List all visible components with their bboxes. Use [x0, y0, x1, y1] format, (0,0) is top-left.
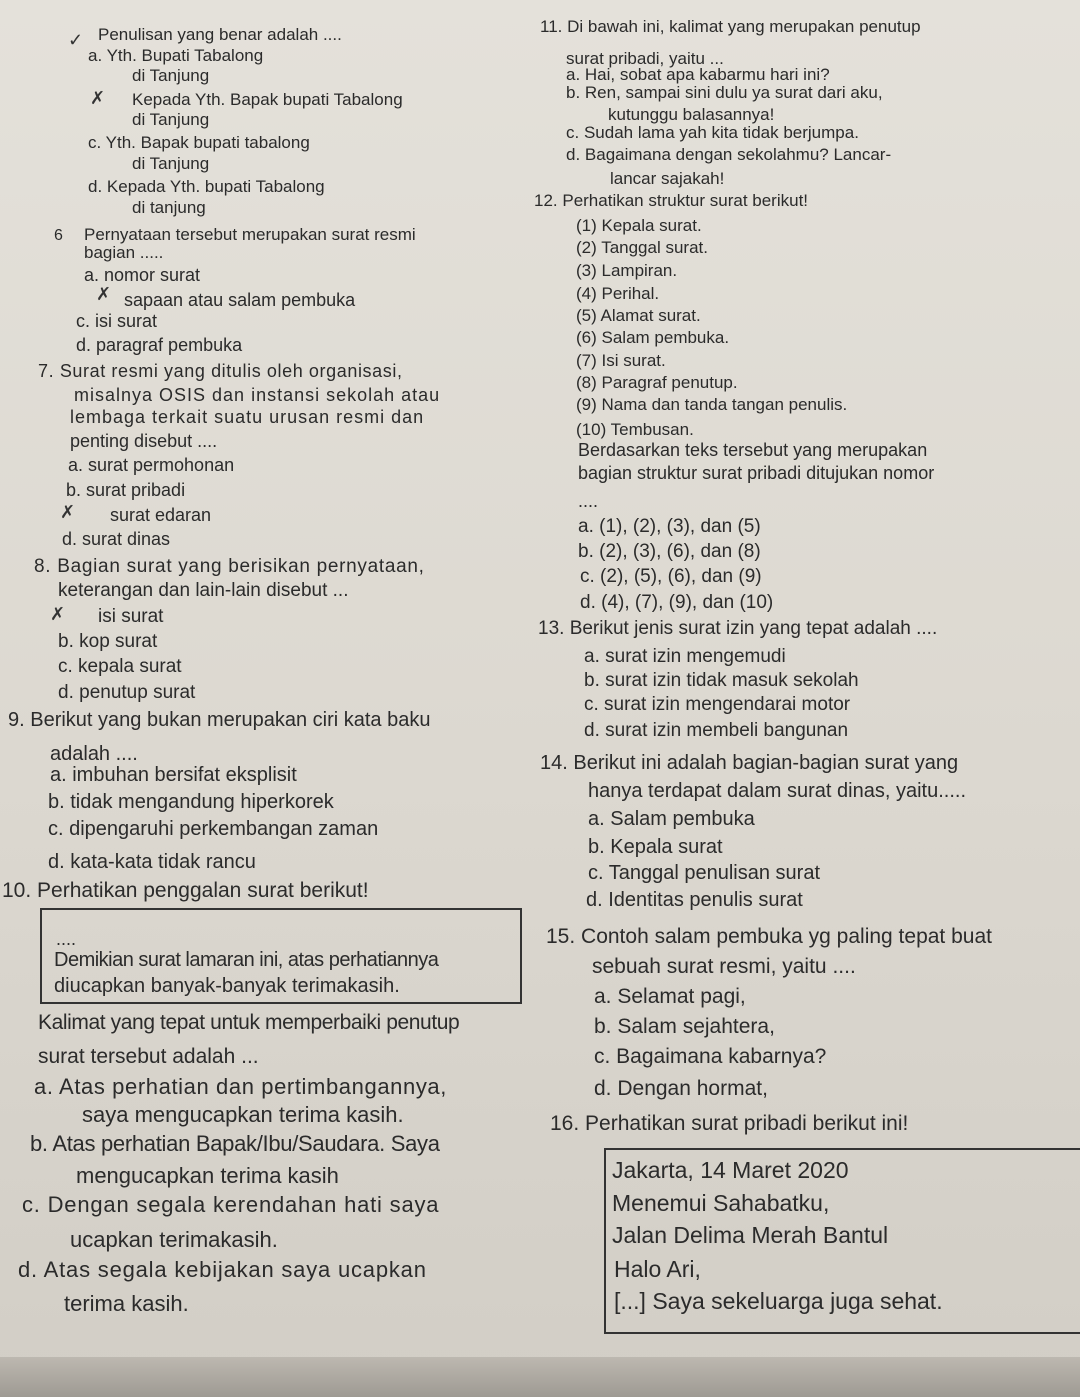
q9-option-d: d. kata-kata tidak rancu — [48, 851, 256, 873]
q10-question: Kalimat yang tepat untuk memperbaiki penutup — [38, 1011, 460, 1034]
q10-box-line2: diucapkan banyak-banyak terimakasih. — [54, 975, 400, 997]
q12-option-b: b. (2), (3), (6), dan (8) — [578, 541, 761, 562]
q14-stem-line2: hanya terdapat dalam surat dinas, yaitu..... — [588, 780, 966, 802]
q12-option-a: a. (1), (2), (3), dan (5) — [578, 516, 761, 537]
q12-stem: 12. Perhatikan struktur surat berikut! — [534, 191, 809, 210]
q15-stem-line2: sebuah surat resmi, yaitu .... — [592, 955, 856, 978]
q12-structure-item: (10) Tembusan. — [576, 420, 694, 439]
q13-option-b: b. surat izin tidak masuk sekolah — [584, 670, 859, 691]
q13-stem: 13. Berikut jenis surat izin yang tepat adalah .... — [538, 618, 938, 639]
q6-option-c: c. isi surat — [76, 311, 158, 331]
q16-box-recipient: Menemui Sahabatku, — [612, 1190, 830, 1216]
q16-box-date: Jakarta, 14 Maret 2020 — [612, 1157, 849, 1183]
q5-stem: Penulisan yang benar adalah .... — [98, 25, 342, 44]
q14-option-d: d. Identitas penulis surat — [586, 889, 803, 911]
q5-option-a: a. Yth. Bupati Tabalong — [88, 46, 264, 65]
q10-option-b-line2: mengucapkan terima kasih — [76, 1163, 339, 1188]
q11-stem-line2: surat pribadi, yaitu ... — [566, 49, 724, 68]
q13-option-c: c. surat izin mengendarai motor — [584, 694, 851, 715]
q10-option-a-line2: saya mengucapkan terima kasih. — [82, 1102, 404, 1127]
q7-option-b: b. surat pribadi — [66, 480, 186, 500]
q12-structure-item: (4) Perihal. — [576, 284, 660, 303]
q8-option-c: c. kepala surat — [58, 656, 182, 677]
q5-option-d-line2: di tanjung — [132, 198, 206, 217]
q10-option-c-line2: ucapkan terimakasih. — [70, 1227, 278, 1252]
q5-option-a-line2: di Tanjung — [132, 66, 210, 85]
q15-option-c: c. Bagaimana kabarnya? — [594, 1045, 827, 1068]
q12-structure-item: (8) Paragraf penutup. — [576, 373, 738, 392]
q7-stem-line3: lembaga terkait suatu urusan resmi dan — [70, 407, 425, 427]
q11-stem: 11. Di bawah ini, kalimat yang merupakan penutup — [540, 17, 921, 36]
q14-option-b: b. Kepala surat — [588, 836, 723, 858]
q11-option-b: b. Ren, sampai sini dulu ya surat dari aku, — [566, 83, 883, 102]
q15-option-b: b. Salam sejahtera, — [594, 1015, 775, 1038]
q12-structure-item: (2) Tanggal surat. — [576, 238, 708, 257]
q10-option-d-line2: terima kasih. — [64, 1291, 189, 1316]
q11-option-d: d. Bagaimana dengan sekolahmu? Lancar- — [566, 145, 892, 164]
q15-option-d: d. Dengan hormat, — [594, 1077, 768, 1100]
q5-option-b-line2: di Tanjung — [132, 110, 210, 129]
pen-mark-icon: ✓ — [68, 30, 84, 50]
q9-stem: 9. Berikut yang bukan merupakan ciri kata baku — [8, 709, 431, 731]
q16-box-body: [...] Saya sekeluarga juga sehat. — [614, 1288, 943, 1314]
q8-option-d: d. penutup surat — [58, 682, 196, 703]
q7-stem: 7. Surat resmi yang ditulis oleh organisasi, — [38, 361, 403, 381]
q8-stem: 8. Bagian surat yang berisikan pernyataan, — [34, 556, 425, 577]
q12-question: Berdasarkan teks tersebut yang merupakan — [578, 440, 928, 460]
q13-option-a: a. surat izin mengemudi — [584, 646, 786, 667]
q11-option-c: c. Sudah lama yah kita tidak berjumpa. — [566, 123, 859, 142]
q12-question-line2: bagian struktur surat pribadi ditujukan nomor — [578, 463, 935, 483]
q10-box-line1: Demikian surat lamaran ini, atas perhatiannya — [54, 949, 439, 971]
answer-mark-icon: ✗ — [60, 502, 76, 522]
q12-option-c: c. (2), (5), (6), dan (9) — [580, 566, 762, 587]
q8-option-a: isi surat — [98, 606, 164, 627]
q5-option-d: d. Kepada Yth. bupati Tabalong — [88, 177, 325, 196]
q5-option-c-line2: di Tanjung — [132, 154, 210, 173]
q5-option-b: Kepada Yth. Bapak bupati Tabalong — [132, 90, 403, 109]
q12-option-d: d. (4), (7), (9), dan (10) — [580, 592, 774, 613]
q7-option-c: surat edaran — [110, 505, 212, 525]
q7-option-a: a. surat permohonan — [68, 455, 235, 475]
q15-stem: 15. Contoh salam pembuka yg paling tepat buat — [546, 925, 992, 948]
q6-option-a: a. nomor surat — [84, 265, 201, 285]
q16-box-greeting: Halo Ari, — [614, 1256, 701, 1282]
q10-box-ellipsis: .... — [56, 929, 77, 949]
q5-option-c: c. Yth. Bapak bupati tabalong — [88, 133, 310, 152]
q12-structure-item: (6) Salam pembuka. — [576, 328, 730, 347]
q10-option-c: c. Dengan segala kerendahan hati saya — [22, 1192, 440, 1217]
q7-stem-line4: penting disebut .... — [70, 431, 218, 451]
q11-option-b-line2: kutunggu balasannya! — [608, 105, 775, 124]
q10-question-line2: surat tersebut adalah ... — [38, 1045, 259, 1068]
q12-structure-item: (5) Alamat surat. — [576, 306, 701, 325]
q15-option-a: a. Selamat pagi, — [594, 985, 746, 1008]
q6-stem-line2: bagian ..... — [84, 243, 164, 262]
q10-stem: 10. Perhatikan penggalan surat berikut! — [2, 879, 369, 902]
answer-mark-icon: ✗ — [50, 604, 66, 624]
q16-stem: 16. Perhatikan surat pribadi berikut ini! — [550, 1112, 909, 1135]
q12-question-line3: .... — [578, 491, 599, 511]
q9-option-b: b. tidak mengandung hiperkorek — [48, 791, 334, 813]
answer-mark-icon: ✗ — [96, 284, 112, 304]
q10-option-b: b. Atas perhatian Bapak/Ibu/Saudara. Saya — [30, 1131, 440, 1156]
q10-option-d: d. Atas segala kebijakan saya ucapkan — [18, 1257, 427, 1282]
q7-stem-line2: misalnya OSIS dan instansi sekolah atau — [74, 385, 441, 405]
answer-mark-icon: ✗ — [90, 88, 106, 108]
page-bottom-edge — [0, 1357, 1080, 1397]
q11-option-a: a. Hai, sobat apa kabarmu hari ini? — [566, 65, 830, 84]
q6-number-mark: 6 — [54, 227, 63, 244]
q12-structure-item: (9) Nama dan tanda tangan penulis. — [576, 395, 848, 414]
q9-option-a: a. imbuhan bersifat eksplisit — [50, 764, 297, 786]
q7-option-d: d. surat dinas — [62, 529, 171, 549]
q13-option-d: d. surat izin membeli bangunan — [584, 720, 849, 741]
q9-stem-line2: adalah .... — [50, 743, 138, 765]
q14-option-c: c. Tanggal penulisan surat — [588, 862, 821, 884]
q14-option-a: a. Salam pembuka — [588, 808, 755, 830]
q16-box-address: Jalan Delima Merah Bantul — [612, 1222, 889, 1248]
q12-structure-item: (7) Isi surat. — [576, 351, 666, 370]
q14-stem: 14. Berikut ini adalah bagian-bagian surat yang — [540, 752, 959, 774]
q12-structure-item: (1) Kepala surat. — [576, 216, 702, 235]
q12-structure-item: (3) Lampiran. — [576, 261, 678, 280]
q8-option-b: b. kop surat — [58, 631, 158, 652]
q11-option-d-line2: lancar sajakah! — [610, 169, 725, 188]
q9-option-c: c. dipengaruhi perkembangan zaman — [48, 818, 379, 840]
q10-option-a: a. Atas perhatian dan pertimbangannya, — [34, 1074, 447, 1099]
q8-stem-line2: keterangan dan lain-lain disebut ... — [58, 580, 349, 601]
q6-stem: Pernyataan tersebut merupakan surat resmi — [84, 225, 416, 244]
q6-option-b: sapaan atau salam pembuka — [124, 290, 356, 310]
q6-option-d: d. paragraf pembuka — [76, 335, 243, 355]
